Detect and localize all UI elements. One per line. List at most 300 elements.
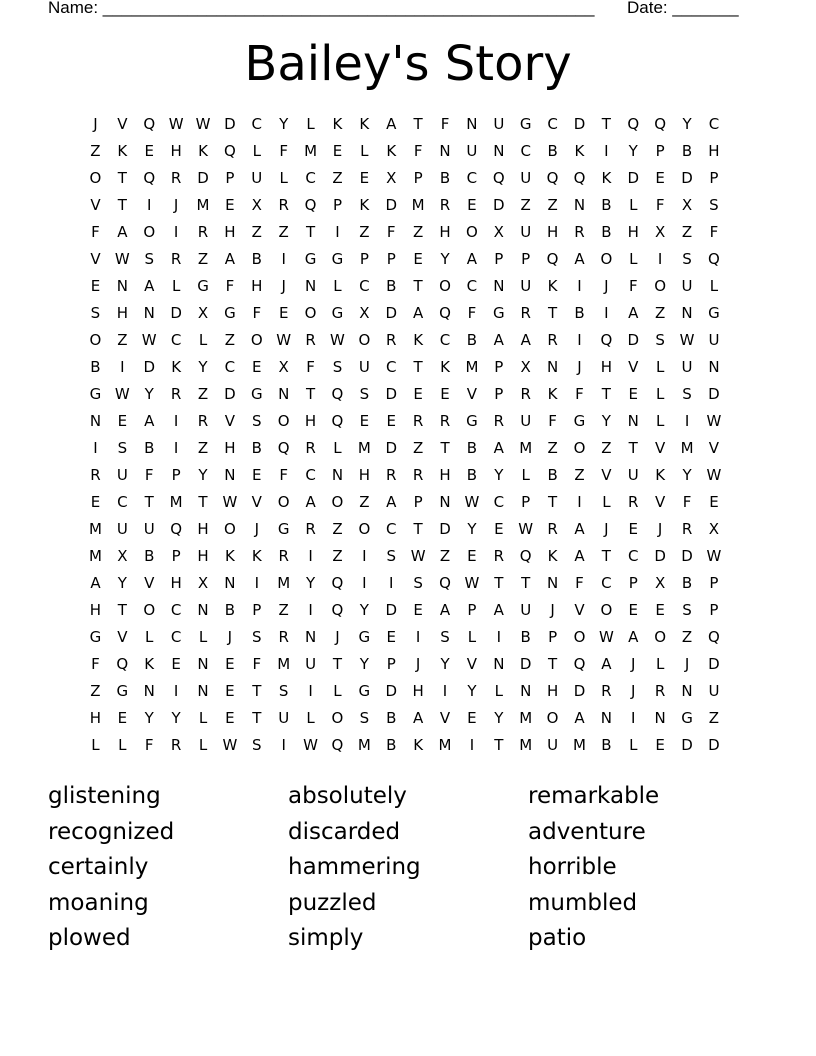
grid-letter: L bbox=[198, 331, 208, 349]
grid-letter: O bbox=[358, 520, 371, 538]
grid-letter: Z bbox=[681, 223, 693, 241]
grid-letter: U bbox=[708, 682, 720, 700]
grid-letter: N bbox=[439, 493, 451, 511]
grid-letter: T bbox=[144, 493, 154, 511]
grid-letter: J bbox=[631, 655, 636, 673]
grid-letter: V bbox=[655, 439, 666, 457]
grid-letter: B bbox=[439, 169, 451, 187]
grid-letter: L bbox=[521, 466, 530, 484]
grid-letter: F bbox=[575, 385, 584, 403]
grid-letter: Y bbox=[144, 385, 154, 403]
grid-letter: I bbox=[308, 601, 313, 619]
grid-letter: Q bbox=[331, 412, 344, 430]
grid-letter: M bbox=[196, 196, 210, 214]
grid-letter: V bbox=[251, 493, 262, 511]
grid-letter: K bbox=[547, 277, 558, 295]
grid-letter: H bbox=[197, 520, 209, 538]
grid-letter: G bbox=[116, 682, 129, 700]
grid-letter: P bbox=[171, 466, 181, 484]
grid-letter: D bbox=[439, 520, 451, 538]
grid-letter: K bbox=[547, 547, 558, 565]
grid-letter: Y bbox=[144, 709, 154, 727]
grid-letter: U bbox=[466, 142, 478, 160]
grid-letter: C bbox=[305, 466, 316, 484]
grid-letter: O bbox=[89, 169, 102, 187]
grid-letter: H bbox=[439, 223, 451, 241]
word-bank-item: remarkable bbox=[528, 783, 660, 809]
grid-letter: H bbox=[627, 223, 639, 241]
grid-letter: T bbox=[252, 709, 262, 727]
grid-letter: S bbox=[682, 250, 692, 268]
grid-letter: C bbox=[305, 169, 316, 187]
grid-letter: T bbox=[548, 655, 558, 673]
grid-letter: Z bbox=[547, 196, 558, 214]
grid-letter: D bbox=[385, 385, 398, 403]
grid-letter: P bbox=[252, 601, 262, 619]
grid-letter: B bbox=[386, 736, 397, 754]
date-field[interactable]: Date: _______ bbox=[627, 0, 739, 17]
grid-letter: V bbox=[628, 358, 639, 376]
grid-letter: Z bbox=[655, 304, 666, 322]
grid-letter: B bbox=[601, 223, 612, 241]
grid-letter: Z bbox=[332, 547, 343, 565]
grid-letter: Z bbox=[278, 601, 289, 619]
grid-letter: D bbox=[197, 169, 209, 187]
grid-letter: P bbox=[494, 385, 504, 403]
grid-letter: J bbox=[577, 358, 582, 376]
grid-letter: K bbox=[117, 142, 128, 160]
grid-letter: I bbox=[120, 358, 125, 376]
grid-letter: O bbox=[654, 277, 667, 295]
grid-letter: B bbox=[251, 439, 262, 457]
grid-letter: K bbox=[359, 196, 370, 214]
word-bank-item: simply bbox=[288, 925, 364, 951]
grid-letter: B bbox=[144, 547, 155, 565]
grid-letter: F bbox=[709, 223, 719, 241]
grid-letter: Q bbox=[116, 655, 129, 673]
grid-letter: O bbox=[546, 709, 559, 727]
grid-letter: T bbox=[198, 493, 208, 511]
grid-letter: K bbox=[332, 115, 343, 133]
grid-letter: F bbox=[252, 304, 262, 322]
grid-letter: T bbox=[252, 682, 262, 700]
grid-letter: P bbox=[225, 169, 235, 187]
grid-letter: E bbox=[655, 601, 665, 619]
grid-letter: V bbox=[466, 385, 478, 403]
grid-letter: S bbox=[359, 385, 370, 403]
grid-letter: E bbox=[359, 169, 370, 187]
grid-letter: Z bbox=[251, 223, 262, 241]
grid-letter: T bbox=[305, 385, 316, 403]
grid-letter: B bbox=[520, 628, 531, 646]
grid-letter: T bbox=[548, 493, 558, 511]
grid-letter: N bbox=[331, 466, 344, 484]
grid-letter: F bbox=[628, 277, 638, 295]
grid-letter: N bbox=[224, 466, 236, 484]
grid-letter: E bbox=[252, 466, 262, 484]
grid-letter: C bbox=[708, 115, 720, 133]
grid-letter: I bbox=[254, 574, 259, 592]
grid-letter: H bbox=[197, 547, 209, 565]
grid-letter: I bbox=[173, 439, 179, 457]
grid-letter: B bbox=[574, 304, 585, 322]
grid-letter: Z bbox=[601, 439, 612, 457]
grid-letter: C bbox=[386, 358, 397, 376]
grid-letter: E bbox=[359, 412, 370, 430]
grid-letter: J bbox=[227, 628, 233, 646]
grid-letter: B bbox=[681, 574, 693, 592]
grid-letter: W bbox=[706, 547, 722, 565]
grid-letter: Z bbox=[278, 223, 289, 241]
grid-letter: Z bbox=[708, 709, 720, 727]
grid-letter: B bbox=[386, 277, 397, 295]
grid-letter: F bbox=[548, 412, 557, 430]
grid-letter: S bbox=[332, 358, 343, 376]
grid-letter: P bbox=[628, 574, 638, 592]
grid-letter: F bbox=[279, 466, 288, 484]
grid-letter: Y bbox=[467, 682, 477, 700]
grid-letter: L bbox=[629, 250, 638, 268]
grid-letter: Q bbox=[304, 196, 317, 214]
grid-letter: R bbox=[170, 736, 182, 754]
grid-letter: C bbox=[170, 628, 182, 646]
grid-letter: P bbox=[386, 655, 396, 673]
name-field[interactable]: Name: ____________________________________________________ bbox=[48, 0, 595, 17]
grid-letter: A bbox=[466, 250, 478, 268]
grid-letter: M bbox=[357, 439, 371, 457]
grid-letter: L bbox=[360, 142, 369, 160]
grid-letter: X bbox=[251, 196, 262, 214]
grid-letter: R bbox=[574, 223, 585, 241]
grid-letter: D bbox=[385, 439, 398, 457]
grid-letter: X bbox=[655, 223, 666, 241]
grid-letter: W bbox=[222, 493, 238, 511]
word-bank-item: mumbled bbox=[528, 889, 638, 916]
grid-letter: I bbox=[389, 574, 394, 592]
grid-letter: R bbox=[305, 520, 316, 538]
grid-letter: M bbox=[357, 736, 371, 754]
grid-letter: K bbox=[547, 385, 558, 403]
grid-letter: W bbox=[464, 493, 480, 511]
grid-letter: N bbox=[466, 115, 478, 133]
grid-letter: J bbox=[631, 682, 636, 700]
grid-letter: L bbox=[279, 169, 288, 187]
grid-letter: Q bbox=[143, 115, 156, 133]
grid-letter: R bbox=[547, 331, 558, 349]
grid-letter: B bbox=[466, 439, 478, 457]
grid-letter: U bbox=[305, 655, 317, 673]
grid-letter: Q bbox=[331, 385, 344, 403]
grid-letter: L bbox=[494, 682, 503, 700]
grid-letter: N bbox=[304, 277, 317, 295]
grid-letter: R bbox=[170, 385, 182, 403]
grid-letter: Y bbox=[279, 115, 289, 133]
grid-letter: H bbox=[439, 466, 451, 484]
grid-letter: N bbox=[654, 709, 666, 727]
grid-letter: G bbox=[708, 304, 720, 322]
grid-letter: C bbox=[170, 331, 182, 349]
grid-letter: R bbox=[197, 412, 209, 430]
grid-letter: M bbox=[465, 358, 479, 376]
grid-letter: T bbox=[494, 736, 504, 754]
grid-letter: E bbox=[225, 682, 235, 700]
grid-letter: F bbox=[144, 736, 154, 754]
grid-letter: D bbox=[654, 547, 666, 565]
grid-letter: G bbox=[519, 115, 532, 133]
grid-letter: Z bbox=[332, 169, 343, 187]
grid-letter: T bbox=[494, 574, 504, 592]
grid-letter: R bbox=[439, 196, 451, 214]
grid-letter: T bbox=[413, 520, 423, 538]
grid-letter: L bbox=[171, 277, 181, 295]
grid-letter: R bbox=[90, 466, 101, 484]
grid-letter: M bbox=[277, 655, 291, 673]
grid-letter: A bbox=[574, 520, 585, 538]
grid-letter: I bbox=[308, 682, 313, 700]
grid-letter: D bbox=[681, 736, 693, 754]
grid-letter: J bbox=[93, 115, 98, 133]
grid-letter: M bbox=[519, 736, 533, 754]
grid-letter: D bbox=[573, 115, 586, 133]
grid-letter: D bbox=[170, 304, 182, 322]
grid-letter: N bbox=[116, 277, 128, 295]
grid-letter: M bbox=[519, 709, 533, 727]
grid-letter: M bbox=[169, 493, 183, 511]
grid-letter: F bbox=[252, 655, 262, 673]
grid-letter: D bbox=[573, 682, 586, 700]
grid-letter: K bbox=[359, 115, 370, 133]
grid-letter: W bbox=[464, 574, 480, 592]
grid-letter: L bbox=[655, 655, 665, 673]
grid-letter: A bbox=[413, 304, 424, 322]
grid-letter: I bbox=[496, 628, 502, 646]
grid-letter: G bbox=[89, 628, 102, 646]
grid-letter: Z bbox=[547, 439, 558, 457]
grid-letter: T bbox=[440, 439, 450, 457]
grid-letter: C bbox=[547, 115, 558, 133]
grid-letter: K bbox=[574, 142, 585, 160]
word-bank-item: hammering bbox=[288, 854, 421, 880]
grid-letter: U bbox=[358, 358, 370, 376]
grid-letter: N bbox=[197, 682, 209, 700]
grid-letter: N bbox=[89, 412, 102, 430]
grid-letter: P bbox=[709, 601, 719, 619]
grid-letter: Y bbox=[494, 466, 504, 484]
grid-letter: E bbox=[628, 601, 638, 619]
grid-letter: M bbox=[438, 736, 452, 754]
grid-letter: Z bbox=[90, 142, 101, 160]
grid-letter: O bbox=[143, 223, 156, 241]
grid-letter: E bbox=[467, 196, 477, 214]
grid-letter: G bbox=[331, 250, 344, 268]
grid-letter: U bbox=[116, 520, 128, 538]
grid-letter: Q bbox=[708, 250, 720, 268]
grid-letter: N bbox=[143, 304, 155, 322]
grid-letter: P bbox=[359, 250, 369, 268]
grid-letter: P bbox=[709, 169, 719, 187]
grid-letter: V bbox=[90, 250, 101, 268]
grid-letter: D bbox=[519, 655, 532, 673]
grid-letter: A bbox=[144, 277, 155, 295]
grid-letter: U bbox=[278, 709, 290, 727]
grid-letter: T bbox=[117, 601, 127, 619]
grid-letter: T bbox=[601, 115, 611, 133]
word-bank-item: moaning bbox=[48, 889, 149, 916]
grid-letter: P bbox=[467, 601, 477, 619]
grid-letter: R bbox=[386, 466, 397, 484]
grid-letter: P bbox=[548, 628, 558, 646]
grid-letter: X bbox=[708, 520, 720, 538]
grid-letter: N bbox=[224, 574, 236, 592]
grid-letter: N bbox=[197, 601, 209, 619]
grid-letter: A bbox=[628, 628, 639, 646]
grid-letter: I bbox=[415, 628, 421, 646]
grid-letter: E bbox=[144, 142, 154, 160]
grid-letter: Q bbox=[331, 736, 344, 754]
grid-letter: J bbox=[415, 655, 421, 673]
grid-letter: K bbox=[655, 466, 666, 484]
grid-letter: O bbox=[89, 331, 102, 349]
grid-letter: B bbox=[681, 142, 693, 160]
word-bank-item: glistening bbox=[48, 783, 161, 809]
grid-letter: E bbox=[117, 412, 128, 430]
grid-letter: U bbox=[681, 358, 693, 376]
grid-letter: M bbox=[573, 736, 586, 754]
grid-letter: L bbox=[198, 628, 208, 646]
grid-letter: G bbox=[304, 250, 317, 268]
grid-letter: Y bbox=[440, 250, 450, 268]
grid-letter: C bbox=[520, 142, 531, 160]
grid-letter: V bbox=[90, 196, 101, 214]
grid-letter: W bbox=[222, 736, 238, 754]
grid-letter: G bbox=[681, 709, 693, 727]
grid-letter: W bbox=[518, 520, 534, 538]
grid-letter: K bbox=[601, 169, 612, 187]
grid-letter: V bbox=[224, 412, 236, 430]
grid-letter: W bbox=[706, 466, 722, 484]
grid-letter: X bbox=[386, 169, 397, 187]
grid-letter: U bbox=[143, 520, 155, 538]
grid-letter: K bbox=[224, 547, 235, 565]
grid-letter: K bbox=[251, 547, 262, 565]
grid-letter: Q bbox=[331, 601, 344, 619]
grid-letter: B bbox=[466, 331, 478, 349]
grid-letter: O bbox=[331, 493, 344, 511]
grid-letter: I bbox=[442, 682, 448, 700]
grid-letter: K bbox=[386, 142, 397, 160]
grid-letter: N bbox=[278, 385, 290, 403]
grid-letter: U bbox=[520, 223, 532, 241]
grid-letter: R bbox=[197, 223, 209, 241]
grid-letter: A bbox=[90, 574, 101, 592]
grid-letter: P bbox=[332, 196, 342, 214]
grid-letter: W bbox=[303, 736, 318, 754]
grid-letter: P bbox=[171, 547, 181, 565]
grid-letter: U bbox=[520, 169, 532, 187]
grid-letter: O bbox=[277, 493, 290, 511]
grid-letter: Z bbox=[90, 682, 101, 700]
grid-letter: S bbox=[386, 547, 396, 565]
grid-letter: A bbox=[628, 304, 639, 322]
grid-letter: U bbox=[547, 736, 559, 754]
grid-letter: Q bbox=[654, 115, 667, 133]
grid-letter: G bbox=[197, 277, 209, 295]
grid-letter: F bbox=[306, 358, 315, 376]
grid-letter: E bbox=[413, 601, 423, 619]
grid-letter: Z bbox=[359, 223, 370, 241]
grid-letter: P bbox=[494, 250, 504, 268]
grid-letter: I bbox=[93, 439, 98, 457]
word-bank-item: patio bbox=[528, 925, 587, 951]
grid-letter: E bbox=[225, 709, 235, 727]
grid-letter: N bbox=[708, 358, 720, 376]
grid-letter: T bbox=[601, 385, 611, 403]
grid-letter: Q bbox=[519, 547, 532, 565]
grid-letter: L bbox=[252, 142, 261, 160]
grid-letter: U bbox=[520, 277, 532, 295]
grid-letter: L bbox=[629, 736, 638, 754]
grid-letter: A bbox=[413, 709, 424, 727]
grid-letter: C bbox=[224, 358, 236, 376]
grid-letter: H bbox=[224, 223, 236, 241]
grid-letter: U bbox=[520, 412, 532, 430]
grid-letter: N bbox=[546, 358, 559, 376]
grid-letter: X bbox=[278, 358, 289, 376]
grid-letter: I bbox=[173, 223, 179, 241]
grid-letter: B bbox=[90, 358, 101, 376]
grid-letter: T bbox=[601, 547, 611, 565]
grid-letter: E bbox=[628, 385, 638, 403]
grid-letter: D bbox=[385, 196, 398, 214]
grid-letter: B bbox=[547, 142, 558, 160]
grid-letter: E bbox=[655, 169, 665, 187]
grid-letter: H bbox=[358, 466, 370, 484]
grid-letter: R bbox=[681, 520, 693, 538]
grid-letter: E bbox=[386, 412, 396, 430]
grid-letter: L bbox=[655, 385, 665, 403]
grid-letter: L bbox=[467, 628, 477, 646]
grid-letter: N bbox=[681, 682, 693, 700]
word-bank bbox=[48, 780, 768, 958]
grid-letter: Q bbox=[223, 142, 236, 160]
grid-letter: A bbox=[493, 601, 504, 619]
grid-letter: K bbox=[413, 331, 424, 349]
grid-letter: M bbox=[88, 547, 102, 565]
grid-letter: T bbox=[628, 439, 638, 457]
grid-letter: Q bbox=[708, 628, 720, 646]
grid-letter: R bbox=[520, 304, 531, 322]
grid-letter: O bbox=[223, 520, 236, 538]
grid-letter: B bbox=[224, 601, 236, 619]
grid-letter: P bbox=[709, 574, 719, 592]
grid-letter: Y bbox=[682, 115, 692, 133]
grid-letter: F bbox=[575, 574, 584, 592]
grid-letter: G bbox=[331, 304, 344, 322]
grid-letter: J bbox=[604, 520, 609, 538]
grid-letter: F bbox=[440, 115, 450, 133]
word-bank-item: absolutely bbox=[288, 783, 407, 809]
grid-letter: F bbox=[386, 223, 396, 241]
grid-letter: W bbox=[679, 331, 695, 349]
grid-letter: L bbox=[306, 709, 315, 727]
grid-letter: Q bbox=[277, 439, 290, 457]
grid-letter: F bbox=[91, 223, 100, 241]
grid-letter: Z bbox=[117, 331, 128, 349]
grid-letter: U bbox=[681, 277, 693, 295]
grid-letter: G bbox=[250, 385, 263, 403]
grid-letter: F bbox=[655, 196, 665, 214]
grid-letter: Q bbox=[546, 169, 559, 187]
